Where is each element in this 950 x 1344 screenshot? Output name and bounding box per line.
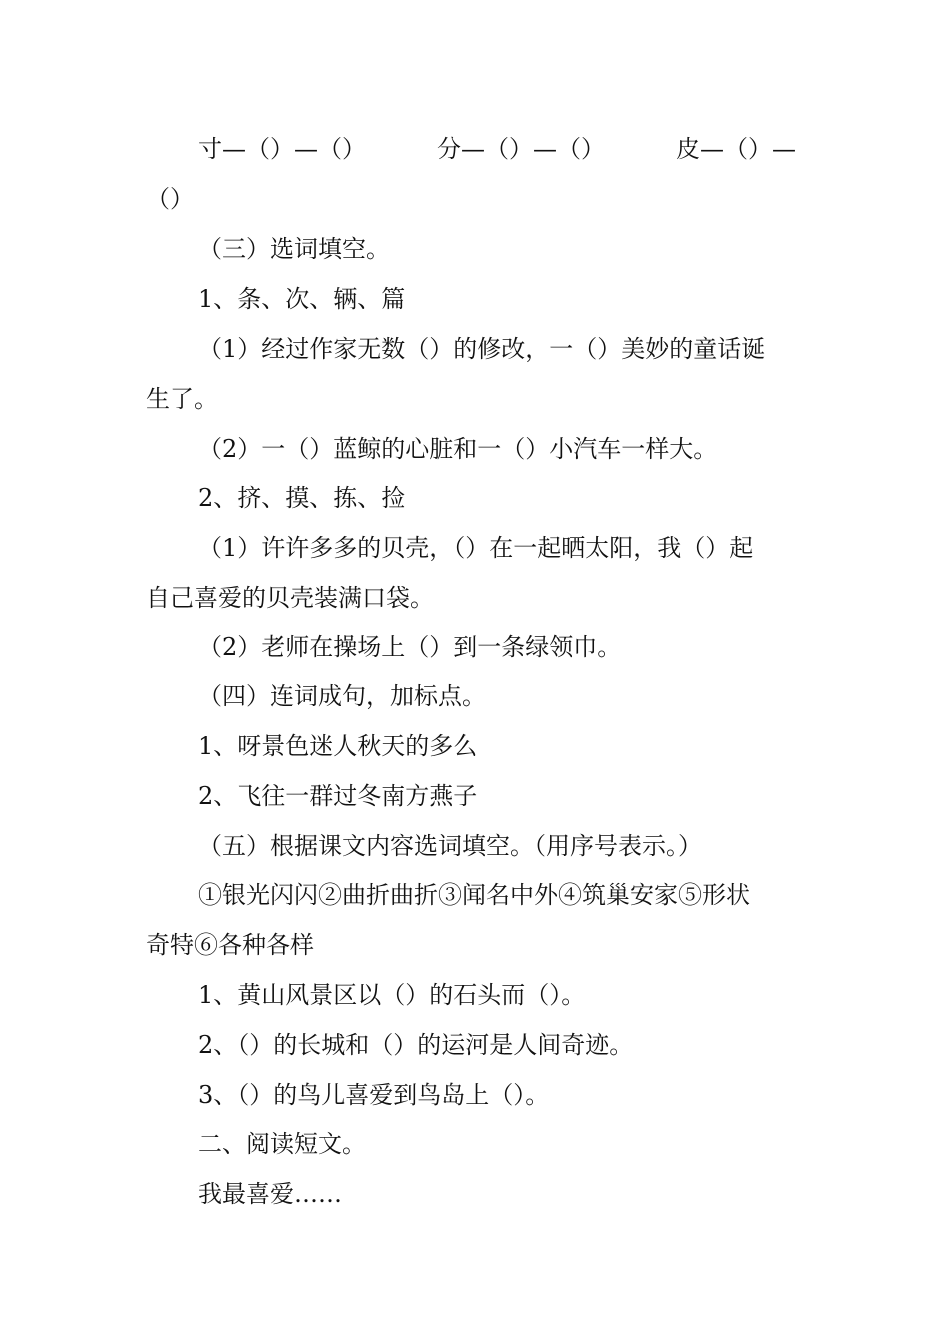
- q1-sentence-1: （1）经过作家无数（）的修改，一（）美妙的童话诞: [198, 335, 766, 363]
- word-chain-pi: 皮—（）—: [676, 135, 796, 163]
- section-4-heading: （四）连词成句，加标点。: [198, 682, 486, 710]
- s5-options-continued: 奇特⑥各种各样: [146, 931, 314, 959]
- word-chain-fen: 分—（）—（）: [437, 135, 605, 163]
- s5-item-3: 3、（）的鸟儿喜爱到鸟岛上（）。: [198, 1081, 550, 1109]
- q1-word-choices: 1、条、次、辆、篇: [198, 285, 406, 313]
- essay-title: 我最喜爱……: [198, 1180, 342, 1208]
- section-5-heading: （五）根据课文内容选词填空。（用序号表示。）: [198, 832, 702, 860]
- part-2-heading: 二、阅读短文。: [198, 1130, 366, 1158]
- q2-sentence-1: （1）许许多多的贝壳，（）在一起晒太阳，我（）起: [198, 534, 754, 562]
- s5-item-2: 2、（）的长城和（）的运河是人间奇迹。: [198, 1031, 634, 1059]
- q2-sentence-1-continued: 自己喜爱的贝壳装满口袋。: [146, 584, 434, 612]
- s5-options: ①银光闪闪②曲折曲折③闻名中外④筑巢安家⑤形状: [198, 881, 750, 909]
- q1-sentence-2: （2）一（）蓝鲸的心脏和一（）小汽车一样大。: [198, 435, 718, 463]
- s4-item-2: 2、飞往一群过冬南方燕子: [198, 782, 478, 810]
- q2-sentence-2: （2）老师在操场上（）到一条绿领巾。: [198, 633, 622, 661]
- q1-sentence-1-continued: 生了。: [146, 385, 218, 413]
- s4-item-1: 1、呀景色迷人秋天的多么: [198, 732, 478, 760]
- s5-item-1: 1、黄山风景区以（）的石头而（）。: [198, 981, 586, 1009]
- word-chain-pi-continued: （）: [146, 185, 194, 213]
- q2-word-choices: 2、挤、摸、拣、捡: [198, 484, 406, 512]
- section-3-heading: （三）选词填空。: [198, 235, 390, 263]
- word-chain-cun: 寸—（）—（）: [198, 135, 366, 163]
